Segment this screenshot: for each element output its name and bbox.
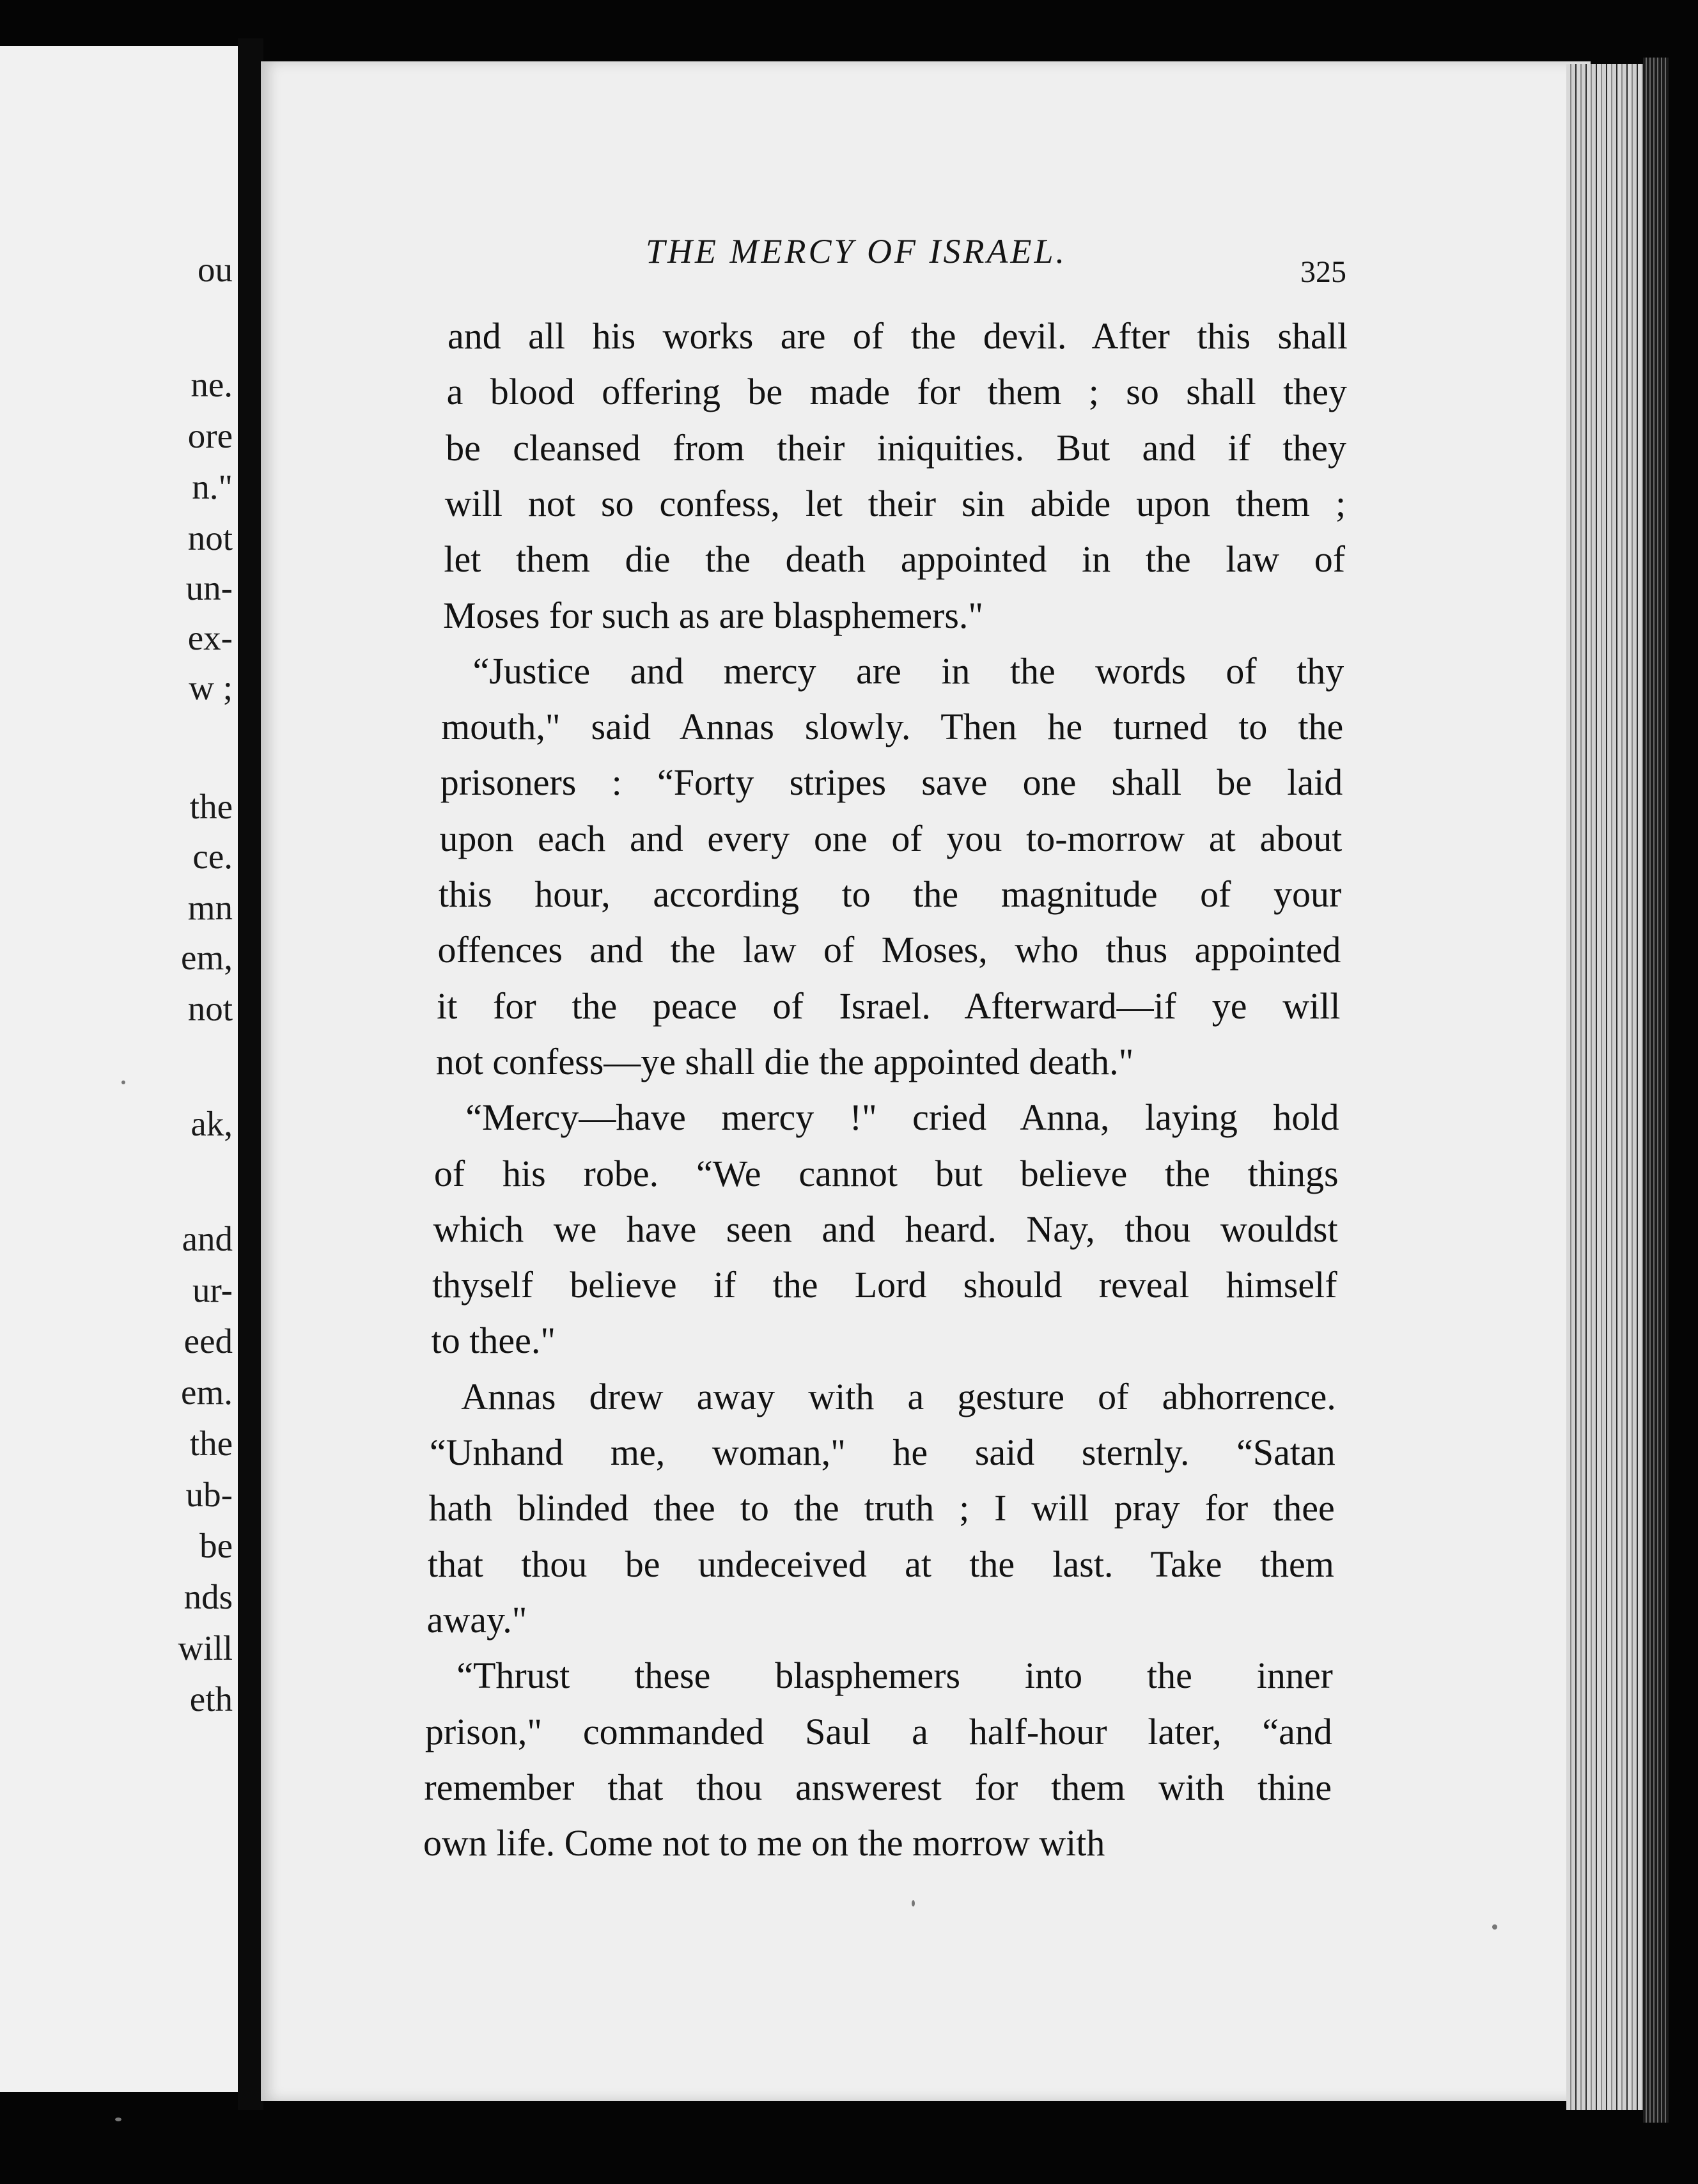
facing-page-fragment: em, xyxy=(181,938,233,977)
body-line: upon each and every one of you to-morrow at about xyxy=(439,817,1343,859)
facing-page-fragment: ak, xyxy=(191,1104,233,1143)
body-line: which we have seen and heard. Nay, thou wouldst xyxy=(433,1208,1338,1250)
body-line: away." xyxy=(426,1598,527,1641)
facing-page-fragment: and xyxy=(182,1219,233,1258)
body-line: offences and the law of Moses, who thus appointed xyxy=(437,929,1341,971)
facing-page-fragment: ne. xyxy=(191,365,233,404)
facing-page-fragment: ce. xyxy=(192,837,233,876)
body-line: “Thrust these blasphemers into the inner xyxy=(456,1655,1333,1697)
body-line: Moses for such as are blasphemers." xyxy=(442,594,984,636)
facing-page-fragment: will xyxy=(178,1628,233,1667)
body-line: not confess—ye shall die the appointed death." xyxy=(435,1040,1134,1082)
facing-page-fragment: ub- xyxy=(185,1475,233,1514)
body-line: remember that thou answerest for them with thine xyxy=(424,1766,1332,1808)
body-line: and all his works are of the devil. After this shall xyxy=(448,315,1348,357)
body-line: prisoners : “Forty stripes save one shall be laid xyxy=(440,761,1343,804)
body-line: “Justice and mercy are in the words of thy xyxy=(472,650,1344,692)
body-line: that thou be undeceived at the last. Take them xyxy=(428,1543,1334,1585)
body-line: prison," commanded Saul a half-hour later, “and xyxy=(424,1710,1332,1752)
body-line: hath blinded thee to the truth ; I will pray for thee xyxy=(428,1487,1335,1529)
book-gutter xyxy=(238,38,263,2110)
body-line: be cleansed from their iniquities. But and if they xyxy=(446,426,1347,469)
facing-page-fragment: not xyxy=(187,989,233,1028)
body-line: let them die the death appointed in the law of xyxy=(444,538,1346,581)
facing-page-fragment: ore xyxy=(187,416,233,455)
facing-page-fragment: the xyxy=(189,787,233,826)
facing-page-fragment: ou xyxy=(198,250,233,289)
facing-page-fragment: not xyxy=(187,519,233,558)
body-line: to thee." xyxy=(431,1320,556,1362)
facing-page-fragment: eth xyxy=(189,1680,233,1719)
facing-page-fragment: ex- xyxy=(187,618,233,657)
body-line: it for the peace of Israel. Afterward—if ye will xyxy=(437,985,1341,1027)
facing-page xyxy=(0,46,238,2092)
body-line: mouth," said Annas slowly. Then he turned to the xyxy=(441,706,1344,748)
facing-page-fragment: be xyxy=(199,1526,233,1565)
body-line: “Unhand me, woman," he said sternly. “Satan xyxy=(429,1431,1336,1473)
facing-page-fragment: mn xyxy=(187,888,233,927)
body-line: a blood offering be made for them ; so shall they xyxy=(446,371,1348,413)
facing-page-fragment: w ; xyxy=(189,668,233,707)
page-number: 325 xyxy=(1300,255,1346,289)
body-line: “Mercy—have mercy !" cried Anna, laying hold xyxy=(465,1096,1339,1139)
facing-page-fragment: the xyxy=(189,1424,233,1463)
running-head: THE MERCY OF ISRAEL. xyxy=(646,232,1067,270)
page-edges xyxy=(1566,64,1643,2110)
facing-page-fragment: em. xyxy=(181,1373,233,1412)
body-line: own life. Come not to me on the morrow with xyxy=(423,1822,1105,1864)
body-line: will not so confess, let their sin abide upon them ; xyxy=(444,482,1346,524)
facing-page-fragment: eed xyxy=(183,1322,233,1361)
facing-page-fragment: n." xyxy=(192,467,233,506)
body-line: Annas drew away with a gesture of abhorrence. xyxy=(461,1375,1336,1417)
facing-page-fragment: ur- xyxy=(192,1270,233,1309)
body-line: thyself believe if the Lord should reveal himself xyxy=(432,1264,1337,1306)
book-edge-shadow xyxy=(1643,58,1669,2123)
facing-page-fragment: un- xyxy=(185,568,233,607)
facing-page-fragment: nds xyxy=(183,1577,233,1616)
body-line: this hour, according to the magnitude of your xyxy=(438,873,1342,915)
body-line: of his robe. “We cannot but believe the things xyxy=(433,1152,1339,1194)
